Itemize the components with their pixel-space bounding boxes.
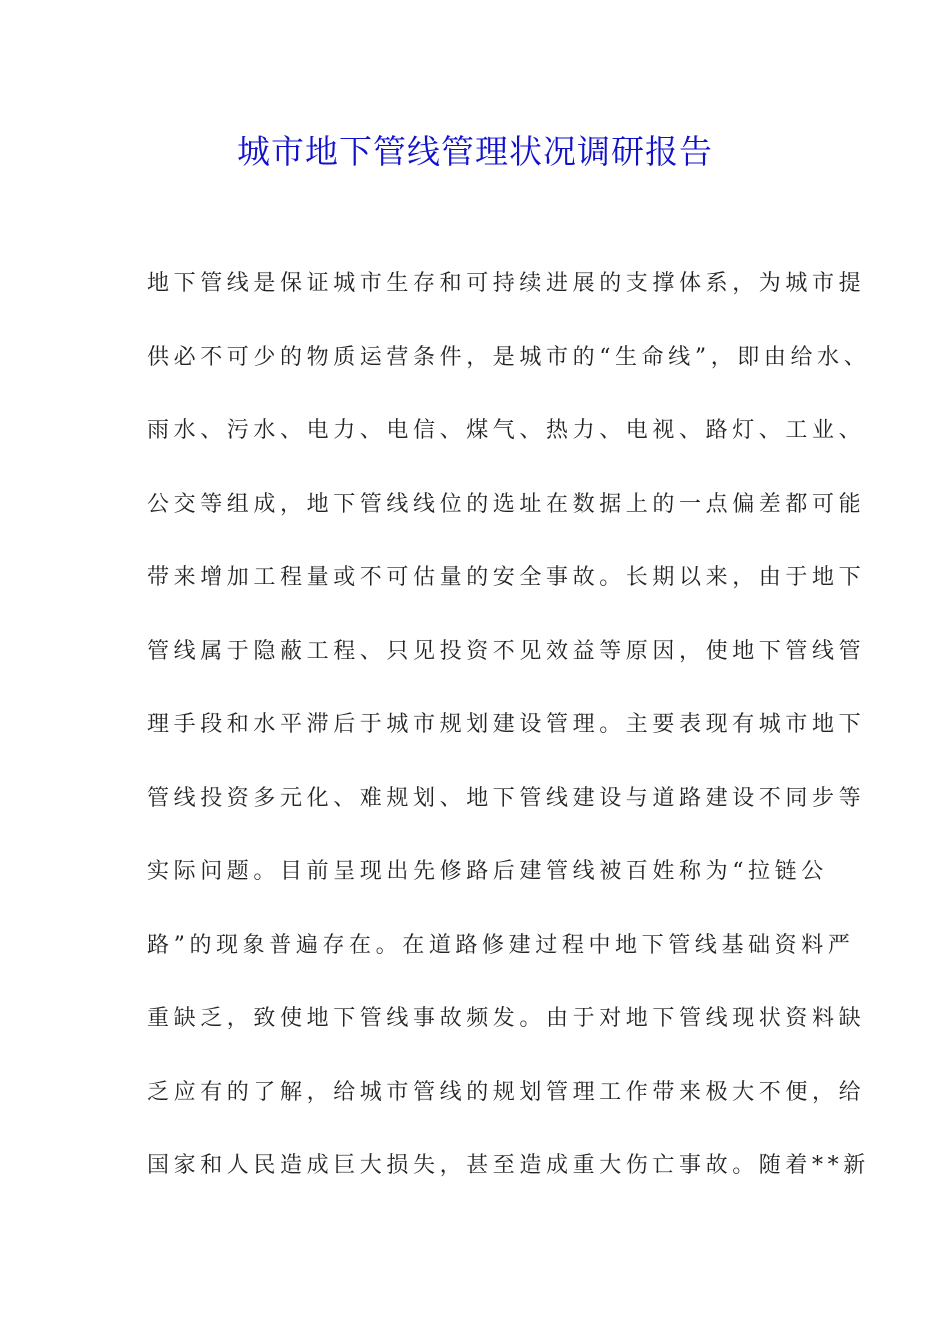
document-title: 城市地下管线管理状况调研报告 [237,132,713,171]
paragraph-line: 管线属于隐蔽工程、只见投资不见效益等原因，使地下管线管 [147,638,866,664]
paragraph-line: 实际问题。目前呈现出先修路后建管线被百姓称为“拉链公 [147,859,828,884]
paragraph-line: 乏应有的了解，给城市管线的规划管理工作带来极大不便，给 [147,1079,866,1105]
paragraph-line: 地下管线是保证城市生存和可持续进展的支撑体系，为城市提 [147,271,866,296]
paragraph-line: 带来增加工程量或不可估量的安全事故。长期以来，由于地下 [147,565,866,590]
paragraph-line: 国家和人民造成巨大损失，甚至造成重大伤亡事故。随着**新 [147,1153,870,1178]
paragraph-line: 雨水、污水、电力、电信、煤气、热力、电视、路灯、工业、 [147,418,866,443]
paragraph-line: 公交等组成，地下管线线位的选址在数据上的一点偏差都可能 [147,491,866,517]
body-paragraph [147,266,871,1222]
paragraph-line: 管线投资多元化、难规划、地下管线建设与道路建设不同步等 [147,785,866,811]
paragraph-line: 路”的现象普遍存在。在道路修建过程中地下管线基础资料严 [147,932,855,958]
paragraph-line: 理手段和水平滞后于城市规划建设管理。主要表现有城市地下 [147,712,866,737]
paragraph-line: 重缺乏，致使地下管线事故频发。由于对地下管线现状资料缺 [147,1006,866,1031]
paragraph-line: 供必不可少的物质运营条件，是城市的“生命线”，即由给水、 [147,344,871,370]
